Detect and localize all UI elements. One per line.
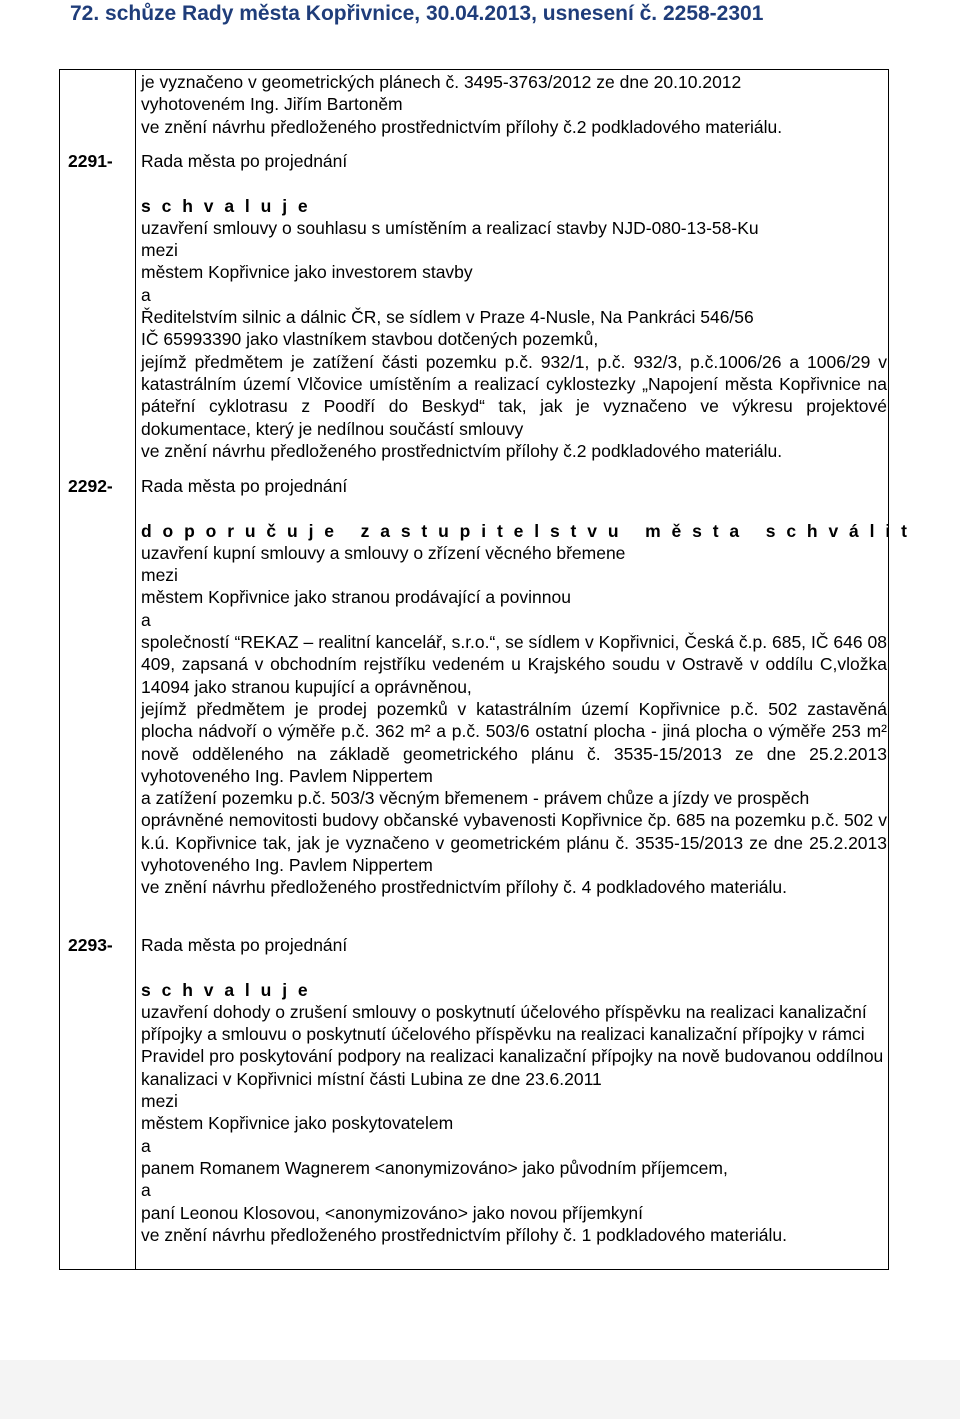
intro-body [141,71,887,138]
resolution-number: 2291- [68,151,113,171]
resolution-body [141,475,910,899]
resolution-verb: d o p o r u č u j e z a s t u p i t e l s t v u m ě s t a s c h v á l i t [141,520,910,541]
resolution-line: uzavření dohody o zrušení smlouvy o poskytnutí účelového příspěvku na realizaci kanalizační přípojky a smlouvu o poskytnutí účelového příspěvku na realizaci kanalizační přípojky v rámci Pravidel pro poskytování podpory na realizaci kanalizační přípojky na nově budovanou oddílnou kanalizaci v Kopřivnici místní části Lubina ze dne 23.6.2011 [141,1001,884,1089]
resolution-line: městem Kopřivnice jako stranou prodávající a povinnou [141,587,571,608]
resolution-line: a [141,1180,151,1201]
resolution-line: městem Kopřivnice jako poskytovatelem [141,1113,454,1134]
resolution-line: Ředitelstvím silnic a dálnic ČR, se sídlem v Praze 4-Nusle, Na Pankráci 546/56 [141,307,754,328]
resolution-line: mezi [141,565,178,586]
intro-line: ve znění návrhu předloženého prostřednictvím přílohy č.2 podkladového materiálu. [141,116,783,137]
resolutions-table [59,69,910,1270]
resolution-line: a [141,284,151,305]
resolution-line: mezi [141,1091,178,1112]
resolution-verb: s c h v a l u j e [141,979,311,1000]
page-header: 72. schůze Rady města Kopřivnice, 30.04.2013, usnesení č. 2258-2301 [70,2,764,25]
resolution-number: 2292- [68,476,113,496]
resolution-number: 2293- [68,935,113,955]
resolution-heading: Rada města po projednání [141,476,348,496]
resolution-line: paní Leonou Klosovou, <anonymizováno> jako novou příjemkyní [141,1202,643,1223]
resolution-line: jejímž předmětem je prodej pozemků v katastrálním území Kopřivnice p.č. 502 zastavěná plocha nádvoří o výměře p.č. 362 m² a p.č. 503/6 ostatní plocha - jiná plocha o výměře 253 m² nově odděleného na základě geometrického plánu č. 3535-15/2013 ze dne 25.2.2013 vyhotoveného Ing. Pavlem Nippertem [141,698,887,786]
resolution-body [141,150,887,462]
resolution-line: městem Kopřivnice jako investorem stavby [141,262,473,283]
resolution-body [141,934,887,1246]
resolution-line: uzavření smlouvy o souhlasu s umístěním a realizací stavby NJD-080-13-58-Ku [141,217,759,238]
resolution-line: mezi [141,240,178,261]
resolution-heading: Rada města po projednání [141,935,348,955]
resolution-line: jejímž předmětem je zatížení části pozemku p.č. 932/1, p.č. 932/3, p.č.1006/26 a 1006/29 v katastrálním území Vlčovice umístěním a realizací cyklostezky „Napojení města Kopřivnice na páteřní cyklotrasu z Poodří do Beskyd“ tak, jak je vyznačeno ve výkresu projektové dokumentace, který je nedílnou součástí smlouvy [141,351,887,439]
resolution-heading: Rada města po projednání [141,151,348,171]
resolution-verb: s c h v a l u j e [141,195,311,216]
resolution-line: společností “REKAZ – realitní kancelář, s.r.o.“, se sídlem v Kopřivnici, Česká č.p. 685, IČ 646 08 409, zapsaná v obchodním rejstříku vedeném u Krajského soudu v Ostravě v oddílu C,vložka 14094 jako stranou kupující a oprávněnou, [141,632,887,697]
resolution-line: panem Romanem Wagnerem <anonymizováno> jako původním příjemcem, [141,1157,728,1178]
column-divider [135,70,136,1269]
page-footer-band [0,1360,960,1419]
resolution-line: IČ 65993390 jako vlastníkem stavbou dotčených pozemků, [141,329,599,350]
resolution-line: ve znění návrhu předloženého prostřednictvím přílohy č. 4 podkladového materiálu. [141,877,787,898]
resolution-line: a [141,609,151,630]
resolution-line: uzavření kupní smlouvy a smlouvy o zřízení věcného břemene [141,542,626,563]
resolution-line: oprávněné nemovitosti budovy občanské vybavenosti Kopřivnice čp. 685 na pozemku p.č. 502 v k.ú. Kopřivnice tak, jak je vyznačeno v geometrickém plánu č. 3535-15/2013 ze dne 25.2.2013 vyhotoveného Ing. Pavlem Nippertem [141,810,887,876]
resolution-line: a [141,1135,151,1156]
resolution-line: a zatížení pozemku p.č. 503/3 věcným břemenem - právem chůze a jízdy ve prospěch [141,788,810,809]
intro-line: vyhotoveném Ing. Jiřím Bartoněm [141,94,403,115]
resolution-line: ve znění návrhu předloženého prostřednictvím přílohy č. 1 podkladového materiálu. [141,1224,787,1245]
resolution-line: ve znění návrhu předloženého prostřednictvím přílohy č.2 podkladového materiálu. [141,440,783,461]
intro-line: je vyznačeno v geometrických plánech č. 3495-3763/2012 ze dne 20.10.2012 [141,72,742,92]
